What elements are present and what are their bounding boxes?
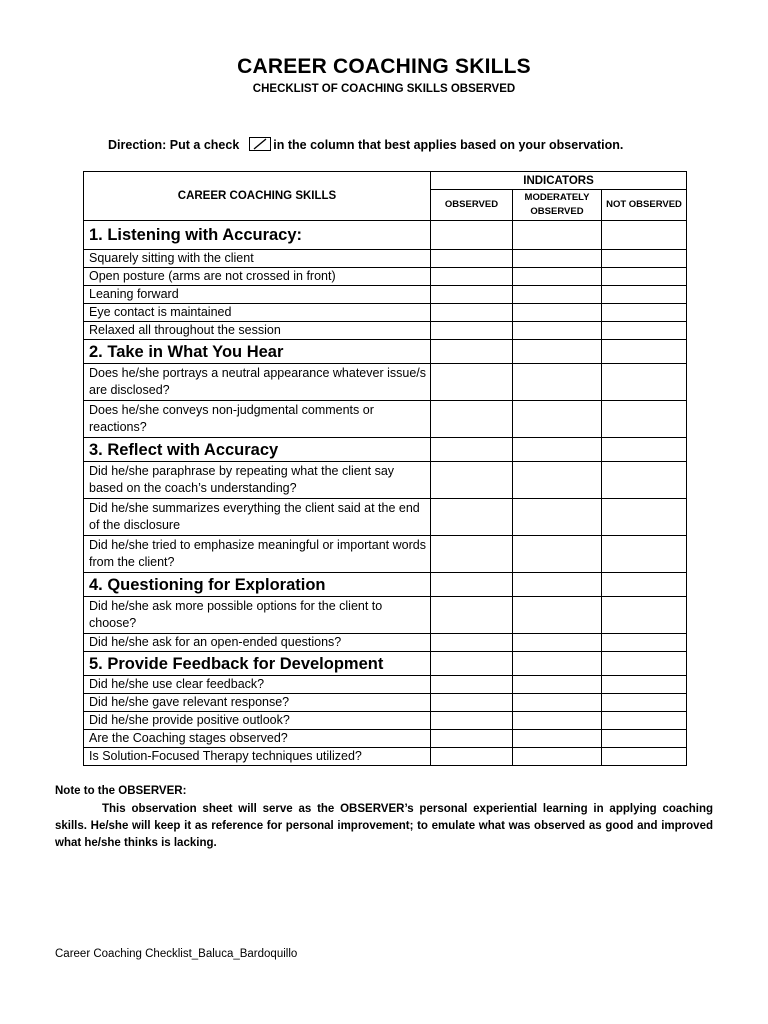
observed-cell[interactable] [431, 730, 513, 748]
not-observed-cell[interactable] [602, 304, 687, 322]
observed-cell[interactable] [431, 364, 513, 401]
moderately-observed-cell[interactable] [513, 676, 602, 694]
observed-cell[interactable] [431, 652, 513, 676]
skills-column-header: CAREER COACHING SKILLS [84, 172, 431, 221]
observed-cell[interactable] [431, 268, 513, 286]
observed-cell[interactable] [431, 438, 513, 462]
checklist-row [84, 286, 687, 304]
checklist-row [84, 536, 687, 573]
moderately-observed-cell[interactable] [513, 652, 602, 676]
not-observed-cell[interactable] [602, 676, 687, 694]
check-mark-icon [249, 137, 271, 151]
checklist-item: Did he/she summarizes everything the client said at the end of the disclosure [84, 499, 431, 536]
observed-cell[interactable] [431, 597, 513, 634]
document-footer: Career Coaching Checklist_Baluca_Bardoquillo [55, 948, 298, 960]
checklist-item: Relaxed all throughout the session [84, 322, 431, 340]
not-observed-column-header: NOT OBSERVED [602, 190, 687, 221]
checklist-item: Leaning forward [84, 286, 431, 304]
moderately-observed-cell[interactable] [513, 712, 602, 730]
note-body: This observation sheet will serve as the OBSERVER’s personal experiential learning in applying coaching skills. He/she will keep it as reference for personal improvement; to emulate what was observed as good and improved what he/she thinks is lacking. [55, 803, 713, 849]
checklist-row [84, 304, 687, 322]
not-observed-cell[interactable] [602, 748, 687, 766]
observed-cell[interactable] [431, 250, 513, 268]
checklist-item: Eye contact is maintained [84, 304, 431, 322]
moderately-observed-cell[interactable] [513, 634, 602, 652]
checklist-item: Did he/she provide positive outlook? [84, 712, 431, 730]
section-title: 3. Reflect with Accuracy [84, 438, 431, 462]
moderately-observed-cell[interactable] [513, 536, 602, 573]
observed-cell[interactable] [431, 573, 513, 597]
checklist-item: Did he/she ask more possible options for the client to choose? [84, 597, 431, 634]
moderately-observed-cell[interactable] [513, 340, 602, 364]
not-observed-cell[interactable] [602, 250, 687, 268]
checklist-row [84, 748, 687, 766]
checklist-item: Did he/she ask for an open-ended questions? [84, 634, 431, 652]
section-row [84, 221, 687, 250]
direction-after: in the column that best applies based on your observation. [273, 138, 624, 152]
checklist-row [84, 694, 687, 712]
observed-cell[interactable] [431, 694, 513, 712]
observed-cell[interactable] [431, 401, 513, 438]
not-observed-cell[interactable] [602, 462, 687, 499]
not-observed-cell[interactable] [602, 221, 687, 250]
checklist-row [84, 250, 687, 268]
checklist-item: Did he/she paraphrase by repeating what the client say based on the coach’s understanding? [84, 462, 431, 499]
section-title: 2. Take in What You Hear [84, 340, 431, 364]
checklist-row [84, 401, 687, 438]
moderately-observed-cell[interactable] [513, 499, 602, 536]
not-observed-cell[interactable] [602, 536, 687, 573]
section-row [84, 573, 687, 597]
checklist-item: Did he/she tried to emphasize meaningful or important words from the client? [84, 536, 431, 573]
moderately-observed-cell[interactable] [513, 286, 602, 304]
observed-cell[interactable] [431, 286, 513, 304]
note-heading: Note to the OBSERVER: [55, 785, 187, 797]
checklist-item: Did he/she gave relevant response? [84, 694, 431, 712]
not-observed-cell[interactable] [602, 652, 687, 676]
observed-cell[interactable] [431, 634, 513, 652]
moderately-observed-cell[interactable] [513, 364, 602, 401]
not-observed-cell[interactable] [602, 322, 687, 340]
not-observed-cell[interactable] [602, 401, 687, 438]
section-title: 4. Questioning for Exploration [84, 573, 431, 597]
not-observed-cell[interactable] [602, 499, 687, 536]
not-observed-cell[interactable] [602, 694, 687, 712]
moderately-observed-cell[interactable] [513, 322, 602, 340]
direction-text [108, 137, 623, 152]
section-title: 5. Provide Feedback for Development [84, 652, 431, 676]
checklist-row [84, 676, 687, 694]
observed-cell[interactable] [431, 322, 513, 340]
indicators-header: INDICATORS [431, 172, 687, 190]
moderately-observed-cell[interactable] [513, 573, 602, 597]
section-row [84, 340, 687, 364]
observed-cell[interactable] [431, 536, 513, 573]
section-title: 1. Listening with Accuracy: [84, 221, 431, 250]
page-subtitle: CHECKLIST OF COACHING SKILLS OBSERVED [252, 83, 516, 95]
moderately-observed-cell[interactable] [513, 221, 602, 250]
observed-cell[interactable] [431, 462, 513, 499]
not-observed-cell[interactable] [602, 730, 687, 748]
observed-cell[interactable] [431, 676, 513, 694]
checklist-row [84, 364, 687, 401]
checklist-row [84, 499, 687, 536]
checklist-row [84, 322, 687, 340]
checklist-item: Did he/she use clear feedback? [84, 676, 431, 694]
checklist-item: Open posture (arms are not crossed in front) [84, 268, 431, 286]
observed-cell[interactable] [431, 304, 513, 322]
moderately-observed-cell[interactable] [513, 748, 602, 766]
checklist-item: Is Solution-Focused Therapy techniques utilized? [84, 748, 431, 766]
observed-cell[interactable] [431, 499, 513, 536]
observed-cell[interactable] [431, 712, 513, 730]
page-title: CAREER COACHING SKILLS [237, 55, 531, 78]
observed-column-header: OBSERVED [431, 190, 513, 221]
observed-cell[interactable] [431, 221, 513, 250]
checklist-item: Are the Coaching stages observed? [84, 730, 431, 748]
moderately-observed-column-header: MODERATELY OBSERVED [513, 190, 602, 221]
not-observed-cell[interactable] [602, 268, 687, 286]
not-observed-cell[interactable] [602, 634, 687, 652]
observed-cell[interactable] [431, 340, 513, 364]
checklist-row [84, 730, 687, 748]
not-observed-cell[interactable] [602, 438, 687, 462]
checklist-item: Does he/she conveys non-judgmental comments or reactions? [84, 401, 431, 438]
not-observed-cell[interactable] [602, 597, 687, 634]
checklist-row [84, 462, 687, 499]
checklist-row [84, 634, 687, 652]
moderately-observed-cell[interactable] [513, 304, 602, 322]
moderately-observed-cell[interactable] [513, 730, 602, 748]
moderately-observed-cell[interactable] [513, 438, 602, 462]
checklist-item: Does he/she portrays a neutral appearance whatever issue/s are disclosed? [84, 364, 431, 401]
checklist-row [84, 268, 687, 286]
moderately-observed-cell[interactable] [513, 694, 602, 712]
section-row [84, 652, 687, 676]
not-observed-cell[interactable] [602, 286, 687, 304]
moderately-observed-cell[interactable] [513, 401, 602, 438]
checklist-item: Squarely sitting with the client [84, 250, 431, 268]
moderately-observed-cell[interactable] [513, 268, 602, 286]
moderately-observed-cell[interactable] [513, 462, 602, 499]
direction-before: Direction: Put a check [108, 138, 240, 152]
not-observed-cell[interactable] [602, 340, 687, 364]
checklist-row [84, 597, 687, 634]
not-observed-cell[interactable] [602, 573, 687, 597]
moderately-observed-cell[interactable] [513, 250, 602, 268]
not-observed-cell[interactable] [602, 712, 687, 730]
moderately-observed-cell[interactable] [513, 597, 602, 634]
checklist-row [84, 712, 687, 730]
not-observed-cell[interactable] [602, 364, 687, 401]
coaching-checklist-table [83, 171, 687, 766]
section-row [84, 438, 687, 462]
observed-cell[interactable] [431, 748, 513, 766]
